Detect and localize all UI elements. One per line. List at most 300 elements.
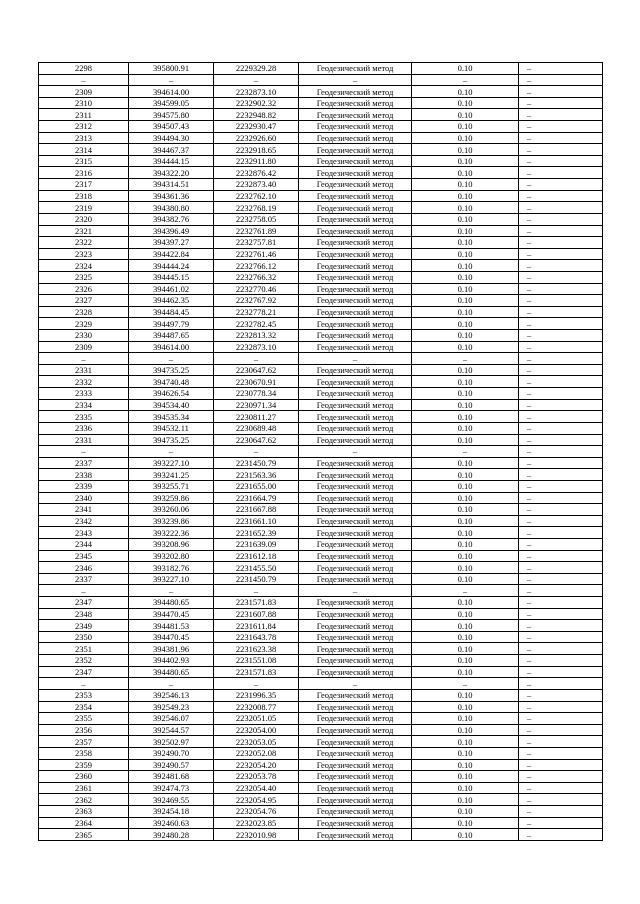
accuracy-cell: 0.10 — [412, 469, 519, 481]
point-number-cell: 2348 — [39, 608, 129, 620]
x-coordinate-cell: 394361.36 — [129, 190, 214, 202]
description-cell: – — [519, 213, 603, 225]
table-row — [39, 167, 603, 179]
accuracy-cell: 0.10 — [412, 364, 519, 376]
x-coordinate-cell: 394461.02 — [129, 283, 214, 295]
y-coordinate-cell: 2230689.48 — [214, 422, 299, 434]
x-coordinate-cell: 394444.15 — [129, 155, 214, 167]
table-row — [39, 689, 603, 701]
y-coordinate-cell: 2231612.18 — [214, 550, 299, 562]
x-coordinate-cell: 394422.84 — [129, 248, 214, 260]
x-coordinate-cell: 394497.79 — [129, 318, 214, 330]
method-cell: Геодезический метод — [299, 538, 412, 550]
point-number-cell: – — [39, 678, 129, 690]
table-row — [39, 97, 603, 109]
description-cell: – — [519, 446, 603, 458]
accuracy-cell: 0.10 — [412, 806, 519, 818]
method-cell: Геодезический метод — [299, 597, 412, 609]
description-cell: – — [519, 283, 603, 295]
table-row — [39, 550, 603, 562]
accuracy-cell: 0.10 — [412, 260, 519, 272]
table-row — [39, 829, 603, 841]
description-cell: – — [519, 330, 603, 342]
point-number-cell: 2317 — [39, 179, 129, 191]
accuracy-cell: 0.10 — [412, 295, 519, 307]
method-cell: Геодезический метод — [299, 179, 412, 191]
table-row — [39, 376, 603, 388]
description-cell: – — [519, 678, 603, 690]
point-number-cell: 2364 — [39, 817, 129, 829]
method-cell: Геодезический метод — [299, 527, 412, 539]
y-coordinate-cell: – — [214, 74, 299, 86]
method-cell: Геодезический метод — [299, 782, 412, 794]
y-coordinate-cell: 2231652.39 — [214, 527, 299, 539]
table-row — [39, 388, 603, 400]
description-cell: – — [519, 74, 603, 86]
method-cell: Геодезический метод — [299, 469, 412, 481]
description-cell: – — [519, 190, 603, 202]
point-number-cell: 2361 — [39, 782, 129, 794]
description-cell: – — [519, 364, 603, 376]
table-row — [39, 446, 603, 458]
point-number-cell: 2310 — [39, 97, 129, 109]
x-coordinate-cell: – — [129, 74, 214, 86]
x-coordinate-cell: 393222.36 — [129, 527, 214, 539]
point-number-cell: 2325 — [39, 271, 129, 283]
method-cell: Геодезический метод — [299, 190, 412, 202]
description-cell: – — [519, 747, 603, 759]
table-row — [39, 411, 603, 423]
x-coordinate-cell: – — [129, 585, 214, 597]
point-number-cell: 2313 — [39, 132, 129, 144]
accuracy-cell: 0.10 — [412, 271, 519, 283]
point-number-cell: 2355 — [39, 713, 129, 725]
accuracy-cell: 0.10 — [412, 376, 519, 388]
accuracy-cell: 0.10 — [412, 538, 519, 550]
method-cell: Геодезический метод — [299, 167, 412, 179]
method-cell: Геодезический метод — [299, 608, 412, 620]
y-coordinate-cell: 2230647.62 — [214, 434, 299, 446]
accuracy-cell: 0.10 — [412, 422, 519, 434]
accuracy-cell: 0.10 — [412, 306, 519, 318]
y-coordinate-cell: 2231667.88 — [214, 504, 299, 516]
method-cell: Геодезический метод — [299, 492, 412, 504]
x-coordinate-cell: 394467.37 — [129, 144, 214, 156]
method-cell: Геодезический метод — [299, 794, 412, 806]
method-cell: Геодезический метод — [299, 817, 412, 829]
y-coordinate-cell: 2231664.79 — [214, 492, 299, 504]
point-number-cell: 2328 — [39, 306, 129, 318]
description-cell: – — [519, 806, 603, 818]
method-cell: Геодезический метод — [299, 457, 412, 469]
point-number-cell: 2326 — [39, 283, 129, 295]
y-coordinate-cell: 2232876.42 — [214, 167, 299, 179]
y-coordinate-cell: 2232873.10 — [214, 86, 299, 98]
description-cell: – — [519, 353, 603, 365]
description-cell: – — [519, 202, 603, 214]
description-cell: – — [519, 399, 603, 411]
accuracy-cell: 0.10 — [412, 155, 519, 167]
method-cell: Геодезический метод — [299, 504, 412, 516]
table-row — [39, 806, 603, 818]
point-number-cell: 2346 — [39, 562, 129, 574]
x-coordinate-cell: 392549.23 — [129, 701, 214, 713]
y-coordinate-cell: 2232778.21 — [214, 306, 299, 318]
x-coordinate-cell: 393239.86 — [129, 515, 214, 527]
table-row — [39, 608, 603, 620]
point-number-cell: 2337 — [39, 457, 129, 469]
y-coordinate-cell: 2232762.10 — [214, 190, 299, 202]
table-row — [39, 306, 603, 318]
accuracy-cell: 0.10 — [412, 782, 519, 794]
description-cell: – — [519, 109, 603, 121]
method-cell: Геодезический метод — [299, 318, 412, 330]
description-cell: – — [519, 179, 603, 191]
accuracy-cell: 0.10 — [412, 411, 519, 423]
description-cell: – — [519, 457, 603, 469]
accuracy-cell: 0.10 — [412, 109, 519, 121]
description-cell: – — [519, 527, 603, 539]
table-row — [39, 817, 603, 829]
point-number-cell: 2321 — [39, 225, 129, 237]
y-coordinate-cell: 2231571.83 — [214, 666, 299, 678]
point-number-cell: 2314 — [39, 144, 129, 156]
x-coordinate-cell: 394494.30 — [129, 132, 214, 144]
x-coordinate-cell: 394322.20 — [129, 167, 214, 179]
accuracy-cell: 0.10 — [412, 608, 519, 620]
y-coordinate-cell: 2232757.81 — [214, 237, 299, 249]
description-cell: – — [519, 655, 603, 667]
description-cell: – — [519, 817, 603, 829]
point-number-cell: 2335 — [39, 411, 129, 423]
method-cell: Геодезический метод — [299, 295, 412, 307]
description-cell: – — [519, 724, 603, 736]
accuracy-cell: 0.10 — [412, 190, 519, 202]
accuracy-cell: 0.10 — [412, 457, 519, 469]
x-coordinate-cell: 392490.70 — [129, 747, 214, 759]
accuracy-cell: – — [412, 74, 519, 86]
table-row — [39, 155, 603, 167]
table-row — [39, 504, 603, 516]
point-number-cell: 2356 — [39, 724, 129, 736]
description-cell: – — [519, 713, 603, 725]
description-cell: – — [519, 515, 603, 527]
y-coordinate-cell: 2232054.00 — [214, 724, 299, 736]
y-coordinate-cell: 2232010.98 — [214, 829, 299, 841]
accuracy-cell: 0.10 — [412, 237, 519, 249]
x-coordinate-cell: 394480.65 — [129, 666, 214, 678]
y-coordinate-cell: 2231450.79 — [214, 457, 299, 469]
y-coordinate-cell: – — [214, 678, 299, 690]
description-cell: – — [519, 829, 603, 841]
accuracy-cell: 0.10 — [412, 527, 519, 539]
y-coordinate-cell: 2232761.89 — [214, 225, 299, 237]
accuracy-cell: 0.10 — [412, 480, 519, 492]
x-coordinate-cell: 393182.76 — [129, 562, 214, 574]
x-coordinate-cell: – — [129, 353, 214, 365]
x-coordinate-cell: 392544.57 — [129, 724, 214, 736]
accuracy-cell: 0.10 — [412, 794, 519, 806]
method-cell: Геодезический метод — [299, 260, 412, 272]
y-coordinate-cell: 2232813.32 — [214, 330, 299, 342]
table-row — [39, 666, 603, 678]
table-row — [39, 422, 603, 434]
y-coordinate-cell: 2230647.62 — [214, 364, 299, 376]
method-cell: Геодезический метод — [299, 341, 412, 353]
description-cell: – — [519, 306, 603, 318]
method-cell: Геодезический метод — [299, 376, 412, 388]
x-coordinate-cell: 394380.80 — [129, 202, 214, 214]
y-coordinate-cell: 2230811.27 — [214, 411, 299, 423]
method-cell: Геодезический метод — [299, 736, 412, 748]
description-cell: – — [519, 759, 603, 771]
accuracy-cell: 0.10 — [412, 97, 519, 109]
accuracy-cell: 0.10 — [412, 167, 519, 179]
x-coordinate-cell: – — [129, 446, 214, 458]
x-coordinate-cell: 394534.40 — [129, 399, 214, 411]
x-coordinate-cell: 394507.43 — [129, 121, 214, 133]
x-coordinate-cell: 393227.10 — [129, 573, 214, 585]
point-number-cell: 2318 — [39, 190, 129, 202]
table-row — [39, 271, 603, 283]
description-cell: – — [519, 469, 603, 481]
description-cell: – — [519, 666, 603, 678]
accuracy-cell: 0.10 — [412, 620, 519, 632]
y-coordinate-cell: 2231607.88 — [214, 608, 299, 620]
table-row — [39, 225, 603, 237]
table-row — [39, 399, 603, 411]
accuracy-cell: 0.10 — [412, 121, 519, 133]
point-number-cell: 2352 — [39, 655, 129, 667]
description-cell: – — [519, 771, 603, 783]
method-cell: Геодезический метод — [299, 620, 412, 632]
description-cell: – — [519, 701, 603, 713]
method-cell: Геодезический метод — [299, 573, 412, 585]
y-coordinate-cell: 2232770.46 — [214, 283, 299, 295]
accuracy-cell: 0.10 — [412, 341, 519, 353]
method-cell: Геодезический метод — [299, 248, 412, 260]
accuracy-cell: 0.10 — [412, 666, 519, 678]
method-cell: Геодезический метод — [299, 480, 412, 492]
accuracy-cell: 0.10 — [412, 504, 519, 516]
description-cell: – — [519, 132, 603, 144]
x-coordinate-cell: 394614.00 — [129, 86, 214, 98]
table-row — [39, 515, 603, 527]
y-coordinate-cell: 2232023.85 — [214, 817, 299, 829]
description-cell: – — [519, 480, 603, 492]
description-cell: – — [519, 550, 603, 562]
description-cell: – — [519, 782, 603, 794]
method-cell: Геодезический метод — [299, 655, 412, 667]
table-row — [39, 457, 603, 469]
table-row — [39, 330, 603, 342]
y-coordinate-cell: 2232767.92 — [214, 295, 299, 307]
method-cell: Геодезический метод — [299, 771, 412, 783]
y-coordinate-cell: 2231655.00 — [214, 480, 299, 492]
point-number-cell: 2339 — [39, 480, 129, 492]
accuracy-cell: 0.10 — [412, 213, 519, 225]
x-coordinate-cell: 393202.80 — [129, 550, 214, 562]
y-coordinate-cell: 2232768.19 — [214, 202, 299, 214]
point-number-cell: – — [39, 74, 129, 86]
table-row — [39, 643, 603, 655]
method-cell: Геодезический метод — [299, 550, 412, 562]
accuracy-cell: 0.10 — [412, 248, 519, 260]
accuracy-cell: 0.10 — [412, 330, 519, 342]
description-cell: – — [519, 434, 603, 446]
point-number-cell: 2319 — [39, 202, 129, 214]
table-row — [39, 202, 603, 214]
table-row — [39, 597, 603, 609]
method-cell: Геодезический метод — [299, 86, 412, 98]
method-cell: Геодезический метод — [299, 63, 412, 75]
point-number-cell: 2360 — [39, 771, 129, 783]
point-number-cell: 2312 — [39, 121, 129, 133]
x-coordinate-cell: 394470.45 — [129, 631, 214, 643]
point-number-cell: 2332 — [39, 376, 129, 388]
y-coordinate-cell: 2232948.82 — [214, 109, 299, 121]
x-coordinate-cell: 393255.71 — [129, 480, 214, 492]
x-coordinate-cell: 394396.49 — [129, 225, 214, 237]
point-number-cell: 2343 — [39, 527, 129, 539]
table-row — [39, 573, 603, 585]
accuracy-cell: 0.10 — [412, 132, 519, 144]
y-coordinate-cell: 2232054.76 — [214, 806, 299, 818]
accuracy-cell: 0.10 — [412, 225, 519, 237]
y-coordinate-cell: 2232911.80 — [214, 155, 299, 167]
point-number-cell: 2357 — [39, 736, 129, 748]
method-cell: Геодезический метод — [299, 562, 412, 574]
x-coordinate-cell: 393227.10 — [129, 457, 214, 469]
method-cell: Геодезический метод — [299, 109, 412, 121]
x-coordinate-cell: 394381.96 — [129, 643, 214, 655]
x-coordinate-cell: 393208.96 — [129, 538, 214, 550]
y-coordinate-cell: 2231455.50 — [214, 562, 299, 574]
y-coordinate-cell: 2231450.79 — [214, 573, 299, 585]
y-coordinate-cell: 2230971.34 — [214, 399, 299, 411]
description-cell: – — [519, 121, 603, 133]
point-number-cell: 2350 — [39, 631, 129, 643]
table-row — [39, 248, 603, 260]
accuracy-cell: 0.10 — [412, 689, 519, 701]
point-number-cell: 2341 — [39, 504, 129, 516]
table-row — [39, 341, 603, 353]
y-coordinate-cell: 2232054.20 — [214, 759, 299, 771]
point-number-cell: 2336 — [39, 422, 129, 434]
table-row — [39, 260, 603, 272]
point-number-cell: 2344 — [39, 538, 129, 550]
x-coordinate-cell: 394599.05 — [129, 97, 214, 109]
description-cell: – — [519, 608, 603, 620]
point-number-cell: – — [39, 446, 129, 458]
table-row — [39, 724, 603, 736]
description-cell: – — [519, 260, 603, 272]
point-number-cell: 2334 — [39, 399, 129, 411]
y-coordinate-cell: 2232782.45 — [214, 318, 299, 330]
method-cell: Геодезический метод — [299, 806, 412, 818]
method-cell: Геодезический метод — [299, 666, 412, 678]
description-cell: – — [519, 318, 603, 330]
method-cell: Геодезический метод — [299, 829, 412, 841]
point-number-cell: 2347 — [39, 597, 129, 609]
accuracy-cell: 0.10 — [412, 713, 519, 725]
point-number-cell: 2315 — [39, 155, 129, 167]
point-number-cell: 2333 — [39, 388, 129, 400]
y-coordinate-cell: 2232008.77 — [214, 701, 299, 713]
description-cell: – — [519, 504, 603, 516]
description-cell: – — [519, 538, 603, 550]
accuracy-cell: – — [412, 446, 519, 458]
table-row — [39, 469, 603, 481]
description-cell: – — [519, 155, 603, 167]
accuracy-cell: 0.10 — [412, 747, 519, 759]
y-coordinate-cell: 2232054.95 — [214, 794, 299, 806]
y-coordinate-cell: 2231643.78 — [214, 631, 299, 643]
method-cell: Геодезический метод — [299, 713, 412, 725]
method-cell: Геодезический метод — [299, 631, 412, 643]
description-cell: – — [519, 585, 603, 597]
x-coordinate-cell: 393241.25 — [129, 469, 214, 481]
point-number-cell: 2337 — [39, 573, 129, 585]
x-coordinate-cell: 393260.06 — [129, 504, 214, 516]
x-coordinate-cell: 393259.86 — [129, 492, 214, 504]
accuracy-cell: 0.10 — [412, 515, 519, 527]
table-row — [39, 353, 603, 365]
point-number-cell: 2324 — [39, 260, 129, 272]
x-coordinate-cell: 395800.91 — [129, 63, 214, 75]
x-coordinate-cell: 394462.35 — [129, 295, 214, 307]
description-cell: – — [519, 597, 603, 609]
accuracy-cell: 0.10 — [412, 202, 519, 214]
x-coordinate-cell: 392474.73 — [129, 782, 214, 794]
accuracy-cell: 0.10 — [412, 655, 519, 667]
table-row — [39, 747, 603, 759]
x-coordinate-cell: 394487.65 — [129, 330, 214, 342]
x-coordinate-cell: – — [129, 678, 214, 690]
table-row — [39, 794, 603, 806]
accuracy-cell: 0.10 — [412, 283, 519, 295]
table-row — [39, 713, 603, 725]
table-row — [39, 492, 603, 504]
description-cell: – — [519, 167, 603, 179]
accuracy-cell: – — [412, 585, 519, 597]
description-cell: – — [519, 63, 603, 75]
description-cell: – — [519, 573, 603, 585]
description-cell: – — [519, 411, 603, 423]
point-number-cell: 2309 — [39, 341, 129, 353]
table-row — [39, 736, 603, 748]
table-row — [39, 655, 603, 667]
method-cell: Геодезический метод — [299, 422, 412, 434]
y-coordinate-cell: 2229329.28 — [214, 63, 299, 75]
table-row — [39, 190, 603, 202]
point-number-cell: 2298 — [39, 63, 129, 75]
method-cell: Геодезический метод — [299, 643, 412, 655]
y-coordinate-cell: 2230670.91 — [214, 376, 299, 388]
coordinates-table-body — [39, 63, 603, 841]
method-cell: Геодезический метод — [299, 747, 412, 759]
description-cell: – — [519, 736, 603, 748]
method-cell: Геодезический метод — [299, 271, 412, 283]
description-cell: – — [519, 341, 603, 353]
point-number-cell: 2347 — [39, 666, 129, 678]
method-cell: Геодезический метод — [299, 411, 412, 423]
y-coordinate-cell: – — [214, 446, 299, 458]
point-number-cell: 2322 — [39, 237, 129, 249]
method-cell: Геодезический метод — [299, 434, 412, 446]
x-coordinate-cell: 394314.51 — [129, 179, 214, 191]
description-cell: – — [519, 631, 603, 643]
